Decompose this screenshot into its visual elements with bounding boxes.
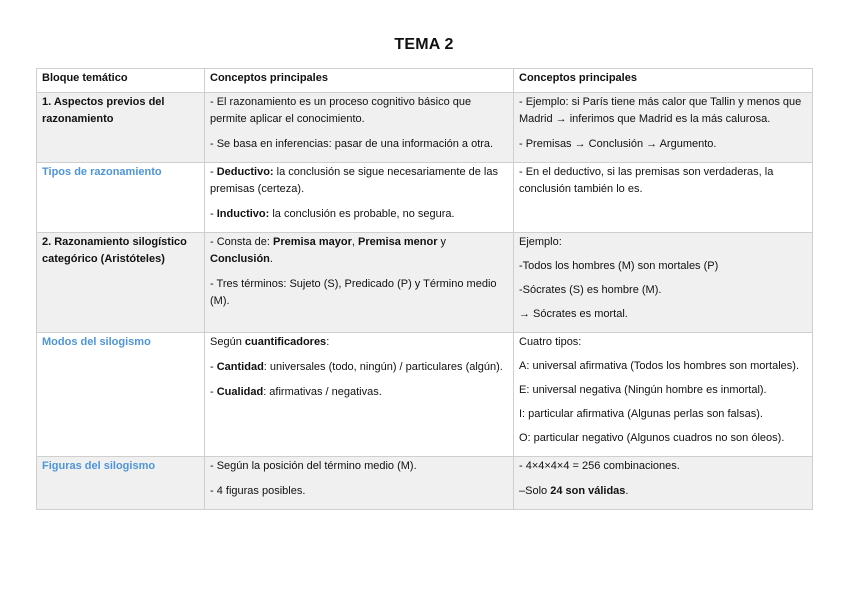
example-text: - En el deductivo, si las premisas son verdaderas, la conclusión también lo es.: [519, 166, 774, 195]
concept-text: - Cualidad: afirmativas / negativas.: [210, 386, 382, 398]
row-examples: [514, 163, 813, 233]
summary-table: [36, 68, 813, 510]
row-label: Tipos de razonamiento: [37, 163, 205, 233]
concept-text: Según cuantificadores:: [210, 336, 330, 348]
table-row: [37, 233, 813, 333]
header-bloque-tematico: Bloque temático: [37, 69, 205, 93]
example-text: - 4×4×4×4 = 256 combinaciones.: [519, 460, 680, 472]
table-row: [37, 457, 813, 510]
example-text: A: universal afirmativa (Todos los hombres son mortales).: [519, 360, 799, 372]
row-label: 2. Razonamiento silogístico categórico (Aristóteles): [37, 233, 205, 333]
concept-text: - Deductivo: la conclusión se sigue necesariamente de las premisas (certeza).: [210, 166, 498, 195]
header-conceptos-principales-2: Conceptos principales: [514, 69, 813, 93]
example-text: I: particular afirmativa (Algunas perlas son falsas).: [519, 408, 763, 420]
example-text: - Premisas → Conclusión → Argumento.: [519, 138, 717, 150]
row-concepts: [205, 233, 514, 333]
example-text: O: particular negativo (Algunos cuadros no son óleos).: [519, 432, 785, 444]
concept-text: - Se basa en inferencias: pasar de una información a otra.: [210, 138, 494, 150]
row-label: Modos del silogismo: [37, 333, 205, 457]
row-examples: [514, 93, 813, 163]
concept-text: - Inductivo: la conclusión es probable, no segura.: [210, 208, 455, 220]
row-label: 1. Aspectos previos del razonamiento: [37, 93, 205, 163]
page-title: TEMA 2: [394, 36, 454, 53]
concept-text: - El razonamiento es un proceso cognitivo básico que permite aplicar el conocimiento.: [210, 96, 472, 125]
example-text: → Sócrates es mortal.: [519, 308, 628, 320]
example-text: E: universal negativa (Ningún hombre es inmortal).: [519, 384, 767, 396]
concept-text: - Cantidad: universales (todo, ningún) / particulares (algún).: [210, 361, 503, 373]
example-text: –Solo 24 son válidas.: [519, 485, 629, 497]
table-row: [37, 93, 813, 163]
row-concepts: [205, 93, 514, 163]
example-text: Cuatro tipos:: [519, 336, 582, 348]
row-concepts: [205, 457, 514, 510]
concept-text: - Según la posición del término medio (M).: [210, 460, 417, 472]
row-examples: [514, 457, 813, 510]
row-examples: [514, 333, 813, 457]
row-concepts: [205, 163, 514, 233]
example-text: Ejemplo:: [519, 236, 562, 248]
concept-text: - Tres términos: Sujeto (S), Predicado (P) y Término medio (M).: [210, 278, 497, 307]
example-text: -Todos los hombres (M) son mortales (P): [519, 260, 719, 272]
example-text: -Sócrates (S) es hombre (M).: [519, 284, 662, 296]
table-header-row: [37, 69, 813, 93]
concept-text: - 4 figuras posibles.: [210, 485, 306, 497]
row-concepts: [205, 333, 514, 457]
example-text: - Ejemplo: si París tiene más calor que Tallin y menos que Madrid → inferimos que Madrid es la más calurosa.: [519, 96, 802, 125]
row-examples: [514, 233, 813, 333]
table-row: [37, 163, 813, 233]
table-row: [37, 333, 813, 457]
header-conceptos-principales-1: Conceptos principales: [205, 69, 514, 93]
row-label: Figuras del silogismo: [37, 457, 205, 510]
concept-text: - Consta de: Premisa mayor, Premisa menor y Conclusión.: [210, 236, 447, 265]
